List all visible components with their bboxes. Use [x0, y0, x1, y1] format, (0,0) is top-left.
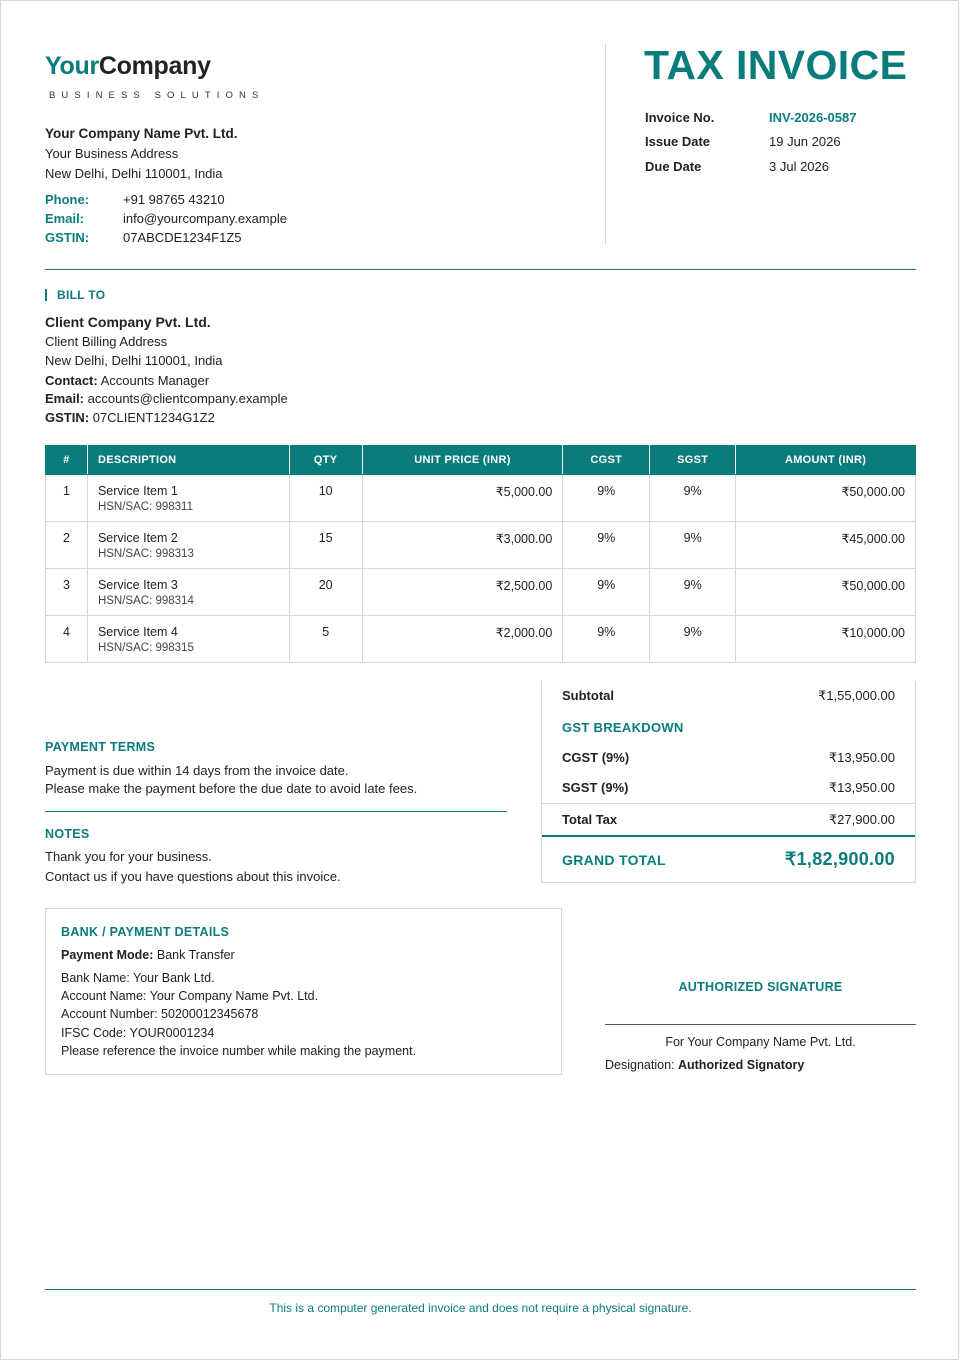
item-amount: ₹10,000.00 — [736, 616, 916, 663]
phone-label: Phone: — [45, 192, 90, 207]
subtotal-row: Subtotal ₹1,55,000.00 — [562, 688, 895, 703]
item-description: Service Item 3 — [97, 578, 178, 592]
item-unit-price: ₹2,000.00 — [362, 616, 563, 663]
grand-total-divider — [542, 835, 915, 837]
sgst-row: SGST (9%) ₹13,950.00 — [562, 780, 895, 795]
item-unit-price: ₹3,000.00 — [362, 522, 563, 569]
col-header-qty: QTY — [289, 446, 362, 475]
cgst-row: CGST (9%) ₹13,950.00 — [562, 750, 895, 765]
footer-note: This is a computer generated invoice and does not require a physical signature. — [269, 1301, 692, 1315]
item-hsn: HSN/SAC: 998315 — [97, 642, 194, 654]
client-contact: Contact: Accounts Manager — [45, 373, 210, 388]
due-date-row: Due Date 3 Jul 2026 — [645, 159, 829, 174]
item-amount: ₹50,000.00 — [736, 569, 916, 616]
item-qty: 15 — [289, 522, 362, 569]
col-header-sgst: SGST — [650, 446, 736, 475]
item-description-cell — [87, 522, 289, 569]
row-number: 2 — [46, 522, 88, 569]
item-cgst: 9% — [563, 616, 650, 663]
due-date: 3 Jul 2026 — [769, 159, 829, 174]
table-row — [46, 475, 916, 522]
row-number: 4 — [46, 616, 88, 663]
total-tax-value: ₹27,900.00 — [828, 812, 895, 827]
company-email-row — [45, 211, 287, 226]
grand-total-value: ₹1,82,900.00 — [784, 849, 895, 869]
sgst-value: ₹13,950.00 — [828, 780, 895, 795]
grand-total-row: GRAND TOTAL ₹1,82,900.00 — [562, 849, 895, 869]
notes-line2: Contact us if you have questions about this invoice. — [45, 869, 341, 884]
payment-mode: Payment Mode: Bank Transfer — [61, 948, 235, 962]
item-unit-price: ₹5,000.00 — [362, 475, 563, 522]
bill-to-heading: BILL TO — [45, 289, 105, 301]
issue-date-row: Issue Date 19 Jun 2026 — [645, 134, 841, 149]
summary-divider — [542, 803, 915, 804]
client-name: Client Company Pvt. Ltd. — [45, 314, 211, 330]
item-description: Service Item 1 — [97, 484, 178, 498]
item-description: Service Item 4 — [97, 625, 178, 639]
company-phone: +91 98765 43210 — [123, 192, 225, 207]
col-header-unit-price: UNIT PRICE (INR) — [362, 446, 563, 475]
terms-separator — [45, 811, 507, 812]
total-tax-row: Total Tax ₹27,900.00 — [562, 812, 895, 827]
table-row — [46, 616, 916, 663]
col-header-description: DESCRIPTION — [87, 446, 289, 475]
item-sgst: 9% — [650, 616, 736, 663]
notes-line1: Thank you for your business. — [45, 849, 212, 864]
client-email: Email: accounts@clientcompany.example — [45, 391, 288, 406]
item-qty: 10 — [289, 475, 362, 522]
company-address-line1: Your Business Address — [45, 146, 179, 161]
row-number: 1 — [46, 475, 88, 522]
payment-terms-line2: Please make the payment before the due date to avoid late fees. — [45, 781, 418, 796]
bank-name: Bank Name: Your Bank Ltd. — [61, 971, 215, 985]
client-address-line1: Client Billing Address — [45, 334, 168, 349]
client-address-line2: New Delhi, Delhi 110001, India — [45, 353, 223, 368]
subtotal-value: ₹1,55,000.00 — [818, 688, 895, 703]
company-name: Your Company Name Pvt. Ltd. — [45, 126, 238, 141]
header-separator — [45, 269, 916, 270]
item-sgst: 9% — [650, 475, 736, 522]
bank-details-box — [45, 908, 562, 1075]
item-description: Service Item 2 — [97, 531, 178, 545]
ifsc-code: IFSC Code: YOUR0001234 — [61, 1026, 215, 1040]
company-gstin-row — [45, 230, 242, 245]
item-unit-price: ₹2,500.00 — [362, 569, 563, 616]
item-sgst: 9% — [650, 522, 736, 569]
item-description-cell — [87, 616, 289, 663]
item-cgst: 9% — [563, 475, 650, 522]
item-hsn: HSN/SAC: 998311 — [97, 501, 193, 513]
item-qty: 5 — [289, 616, 362, 663]
item-amount: ₹45,000.00 — [736, 522, 916, 569]
issue-date: 19 Jun 2026 — [769, 134, 841, 149]
row-number: 3 — [46, 569, 88, 616]
item-cgst: 9% — [563, 522, 650, 569]
item-hsn: HSN/SAC: 998314 — [97, 595, 194, 607]
authorized-signature-heading: AUTHORIZED SIGNATURE — [678, 980, 843, 994]
email-label: Email: — [45, 211, 85, 226]
item-description-cell — [87, 569, 289, 616]
table-row — [46, 569, 916, 616]
invoice-title: TAX INVOICE — [644, 42, 908, 88]
account-name: Account Name: Your Company Name Pvt. Ltd. — [61, 989, 319, 1003]
item-qty: 20 — [289, 569, 362, 616]
company-logo: YourCompany — [45, 52, 211, 80]
item-cgst: 9% — [563, 569, 650, 616]
item-sgst: 9% — [650, 569, 736, 616]
item-description-cell — [87, 475, 289, 522]
signature-for: For Your Company Name Pvt. Ltd. — [665, 1035, 856, 1049]
company-address-line2: New Delhi, Delhi 110001, India — [45, 166, 223, 181]
footer-separator — [45, 1289, 916, 1290]
signature-line — [605, 1024, 916, 1025]
header-divider — [605, 44, 606, 244]
payment-reference-note: Please reference the invoice number while making the payment. — [61, 1044, 417, 1058]
notes-heading: NOTES — [45, 827, 90, 841]
col-header-amount: AMOUNT (INR) — [736, 446, 916, 475]
gst-breakdown-heading: GST BREAKDOWN — [562, 720, 684, 735]
company-tagline: BUSINESS SOLUTIONS — [49, 90, 265, 101]
item-amount: ₹50,000.00 — [736, 475, 916, 522]
invoice-number-row: Invoice No. INV-2026-0587 — [645, 110, 857, 125]
items-table — [45, 445, 916, 663]
col-header-cgst: CGST — [563, 446, 650, 475]
bank-details-heading: BANK / PAYMENT DETAILS — [61, 925, 230, 939]
client-gstin: GSTIN: 07CLIENT1234G1Z2 — [45, 410, 215, 425]
table-header-row — [46, 446, 916, 475]
payment-terms-heading: PAYMENT TERMS — [45, 740, 156, 754]
invoice-number: INV-2026-0587 — [769, 110, 857, 125]
company-phone-row — [45, 192, 225, 207]
account-number: Account Number: 50200012345678 — [61, 1007, 259, 1021]
summary-box — [541, 681, 916, 883]
gstin-label: GSTIN: — [45, 230, 90, 245]
signature-designation: Designation: Authorized Signatory — [605, 1058, 805, 1072]
company-email: info@yourcompany.example — [123, 211, 287, 226]
table-row — [46, 522, 916, 569]
col-header-number: # — [46, 446, 88, 475]
payment-terms-line1: Payment is due within 14 days from the invoice date. — [45, 763, 349, 778]
company-gstin: 07ABCDE1234F1Z5 — [123, 230, 242, 245]
item-hsn: HSN/SAC: 998313 — [97, 548, 194, 560]
cgst-value: ₹13,950.00 — [828, 750, 895, 765]
